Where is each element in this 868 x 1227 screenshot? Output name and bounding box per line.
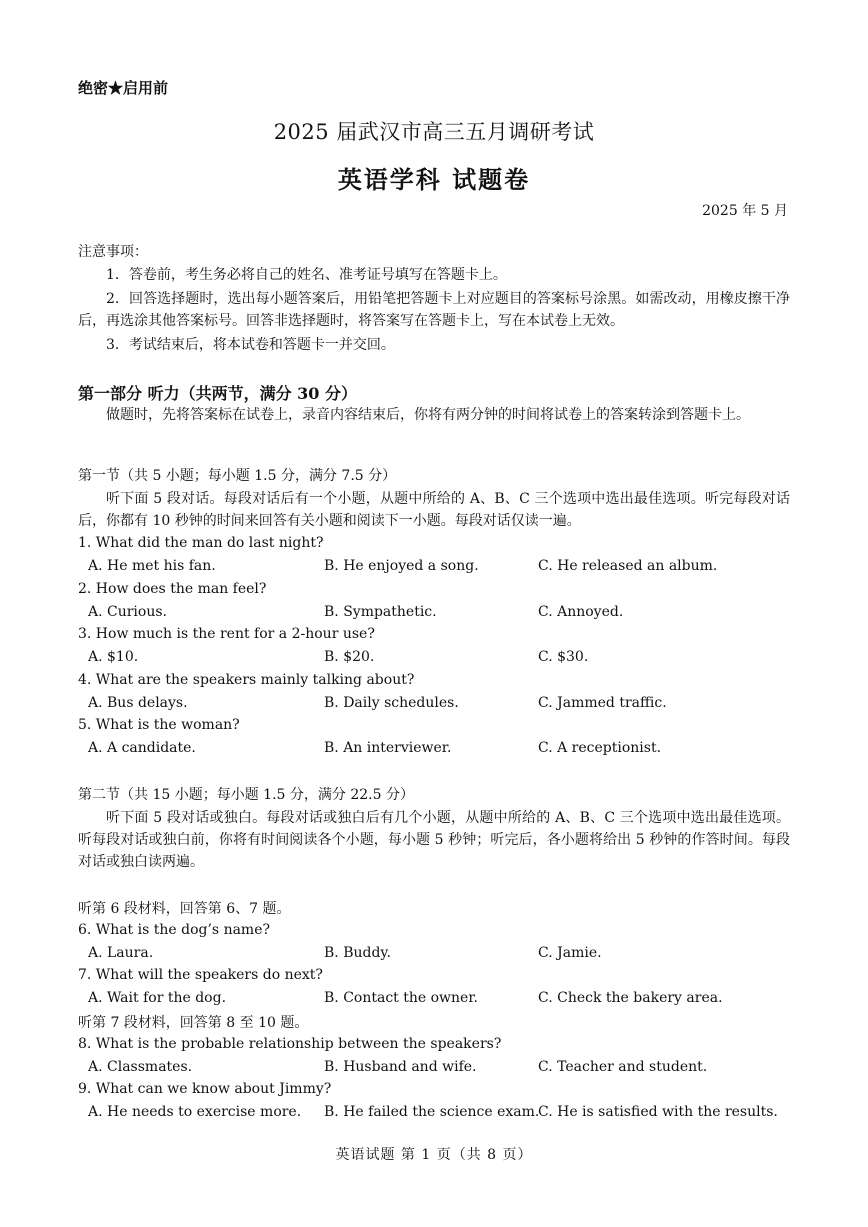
- question: 7. What will the speakers do next?: [78, 967, 323, 983]
- question: 3. How much is the rent for a 2-hour use?: [78, 626, 375, 642]
- option-c: C. Teacher and student.: [538, 1059, 708, 1075]
- material-note: 听第 6 段材料，回答第 6、7 题。: [78, 901, 291, 917]
- option-c: C. Jammed traffic.: [538, 695, 667, 711]
- section1-heading: 第一节（共 5 小题；每小题 1.5 分，满分 7.5 分）: [78, 468, 397, 484]
- option-c: C. Jamie.: [538, 945, 602, 961]
- option-a: A. Bus delays.: [88, 695, 188, 711]
- option-b: B. Buddy.: [324, 945, 391, 961]
- option-c: C. A receptionist.: [538, 740, 662, 756]
- option-c: C. He released an album.: [538, 558, 718, 574]
- option-b: B. He enjoyed a song.: [324, 558, 479, 574]
- exam-subtitle: 英语学科 试题卷: [337, 165, 531, 194]
- option-b: B. Contact the owner.: [324, 990, 478, 1006]
- material-note: 听第 7 段材料，回答第 8 至 10 题。: [78, 1015, 309, 1031]
- option-c: C. $30.: [538, 649, 589, 665]
- part1-intro: 做题时，先将答案标在试卷上，录音内容结束后，你将有两分钟的时间将试卷上的答案转涂到答题卡上。: [106, 407, 750, 423]
- option-c: C. Check the bakery area.: [538, 990, 723, 1006]
- option-a: A. Curious.: [88, 604, 167, 620]
- notice-item: 1．答卷前，考生务必将自己的姓名、准考证号填写在答题卡上。: [106, 267, 507, 283]
- part1-title: 第一部分 听力（共两节，满分 30 分）: [78, 384, 357, 403]
- option-a: A. Classmates.: [88, 1059, 193, 1075]
- question: 1. What did the man do last night?: [78, 535, 324, 551]
- question: 8. What is the probable relationship between the speakers?: [78, 1036, 502, 1052]
- question: 4. What are the speakers mainly talking about?: [78, 672, 415, 688]
- exam-date: 2025 年 5 月: [702, 203, 788, 219]
- section1-intro: 听下面 5 段对话。每段对话后有一个小题，从题中所给的 A、B、C 三个选项中选出最佳选项。听完每段对话后，你都有 10 秒钟的时间来回答有关小题和阅读下一小题。每段对话仅读一遍。: [78, 491, 790, 529]
- option-b: B. He failed the science exam.: [324, 1104, 540, 1120]
- option-a: A. He needs to exercise more.: [88, 1104, 302, 1120]
- question: 2. How does the man feel?: [78, 581, 267, 597]
- option-c: C. Annoyed.: [538, 604, 624, 620]
- option-b: B. Sympathetic.: [324, 604, 437, 620]
- exam-title: 2025 届武汉市高三五月调研考试: [273, 120, 595, 144]
- page-footer: 英语试题 第 1 页（共 8 页）: [335, 1147, 533, 1163]
- question: 9. What can we know about Jimmy?: [78, 1081, 332, 1097]
- option-b: B. $20.: [324, 649, 375, 665]
- option-b: B. Husband and wife.: [324, 1059, 477, 1075]
- notice-heading: 注意事项：: [78, 244, 148, 260]
- option-a: A. Wait for the dog.: [88, 990, 227, 1006]
- section2-heading: 第二节（共 15 小题；每小题 1.5 分，满分 22.5 分）: [78, 787, 414, 803]
- option-c: C. He is satisfied with the results.: [538, 1104, 778, 1120]
- option-a: A. $10.: [88, 649, 139, 665]
- notice-item: 2．回答选择题时，选出每小题答案后，用铅笔把答题卡上对应题目的答案标号涂黑。如需改动，用橡皮擦干净后，再选涂其他答案标号。回答非选择题时，将答案写在答题卡上，写在本试卷上无效。: [78, 291, 790, 329]
- option-b: B. An interviewer.: [324, 740, 452, 756]
- question: 5. What is the woman?: [78, 717, 240, 733]
- option-a: A. A candidate.: [88, 740, 196, 756]
- notice-item: 3．考试结束后，将本试卷和答题卡一并交回。: [106, 337, 395, 353]
- confidential-label: 绝密★启用前: [78, 79, 169, 97]
- question: 6. What is the dog’s name?: [78, 922, 270, 938]
- option-b: B. Daily schedules.: [324, 695, 459, 711]
- option-a: A. Laura.: [88, 945, 154, 961]
- section2-intro: 听下面 5 段对话或独白。每段对话或独白后有几个小题，从题中所给的 A、B、C 三个选项中选出最佳选项。听每段对话或独白前，你将有时间阅读各个小题，每小题 5 秒钟；听完后，各小题将给出 5 秒钟的作答时间。每段对话或独白读两遍。: [78, 810, 790, 870]
- option-a: A. He met his fan.: [88, 558, 216, 574]
